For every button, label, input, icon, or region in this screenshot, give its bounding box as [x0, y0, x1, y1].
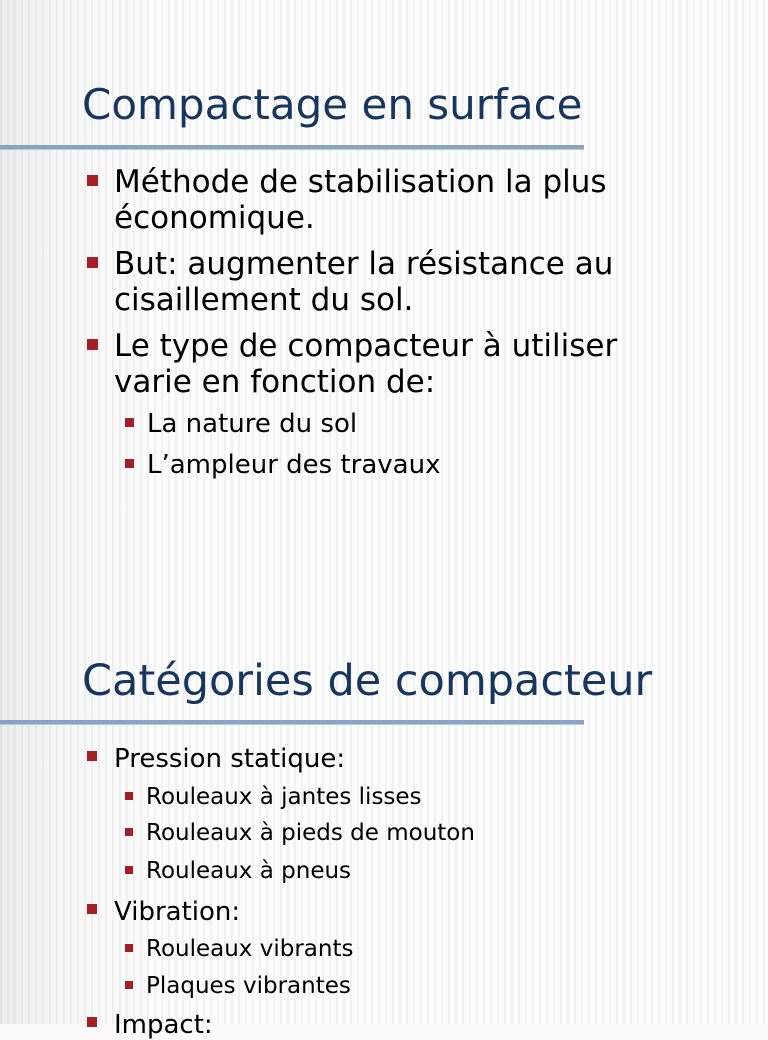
sub-bullet-text: L’ampleur des travaux: [147, 450, 441, 480]
sub-bullet-text: Rouleaux à jantes lisses: [146, 784, 422, 810]
square-bullet-icon: [125, 944, 133, 952]
square-bullet-icon: [87, 904, 97, 914]
bullet-text-line-2: varie en fonction de:: [114, 364, 436, 400]
slide-categories-de-compacteur: [0, 576, 768, 1040]
sub-bullet-item: [146, 973, 351, 1000]
title-underline: [0, 720, 584, 724]
square-bullet-icon: [87, 751, 97, 761]
sub-bullet-text: La nature du sol: [147, 409, 358, 439]
square-bullet-icon: [87, 339, 98, 350]
bullet-text-line-1: Le type de compacteur à utiliser: [114, 328, 618, 364]
square-bullet-icon: [125, 459, 134, 468]
bullet-item: [114, 164, 607, 236]
sub-bullet-item: [146, 784, 422, 811]
category-item: [114, 1010, 213, 1040]
bullet-text-line-1: But: augmenter la résistance au: [114, 246, 614, 282]
square-bullet-icon: [87, 175, 98, 186]
sub-bullet-text: Rouleaux vibrants: [146, 936, 354, 962]
title-underline: [0, 145, 584, 149]
square-bullet-icon: [87, 1017, 97, 1027]
bullet-text-line-2: cisaillement du sol.: [114, 282, 414, 318]
category-label: Vibration:: [114, 897, 241, 927]
square-bullet-icon: [125, 828, 133, 836]
bullet-text-line-1: Méthode de stabilisation la plus: [114, 164, 607, 200]
category-item: [114, 897, 240, 927]
sub-bullet-item: [147, 450, 440, 480]
sub-bullet-text: Plaques vibrantes: [146, 973, 351, 999]
bullet-item: [114, 328, 617, 400]
square-bullet-icon: [125, 866, 133, 874]
square-bullet-icon: [125, 981, 133, 989]
sub-bullet-item: [146, 936, 353, 963]
sub-bullet-text: Rouleaux à pieds de mouton: [146, 820, 475, 846]
bullet-text-line-2: économique.: [114, 200, 315, 236]
square-bullet-icon: [125, 418, 134, 427]
slide-title: Compactage en surface: [82, 80, 583, 129]
category-label: Impact:: [114, 1010, 213, 1040]
sub-bullet-item: [147, 409, 357, 439]
slide-title: Catégories de compacteur: [82, 656, 653, 706]
square-bullet-icon: [125, 792, 133, 800]
sub-bullet-item: [146, 820, 475, 847]
sub-bullet-text: Rouleaux à pneus: [146, 858, 352, 884]
bullet-item: [114, 246, 613, 318]
category-item: [114, 744, 345, 774]
sub-bullet-item: [146, 858, 351, 885]
category-label: Pression statique:: [114, 744, 346, 774]
square-bullet-icon: [87, 257, 98, 268]
